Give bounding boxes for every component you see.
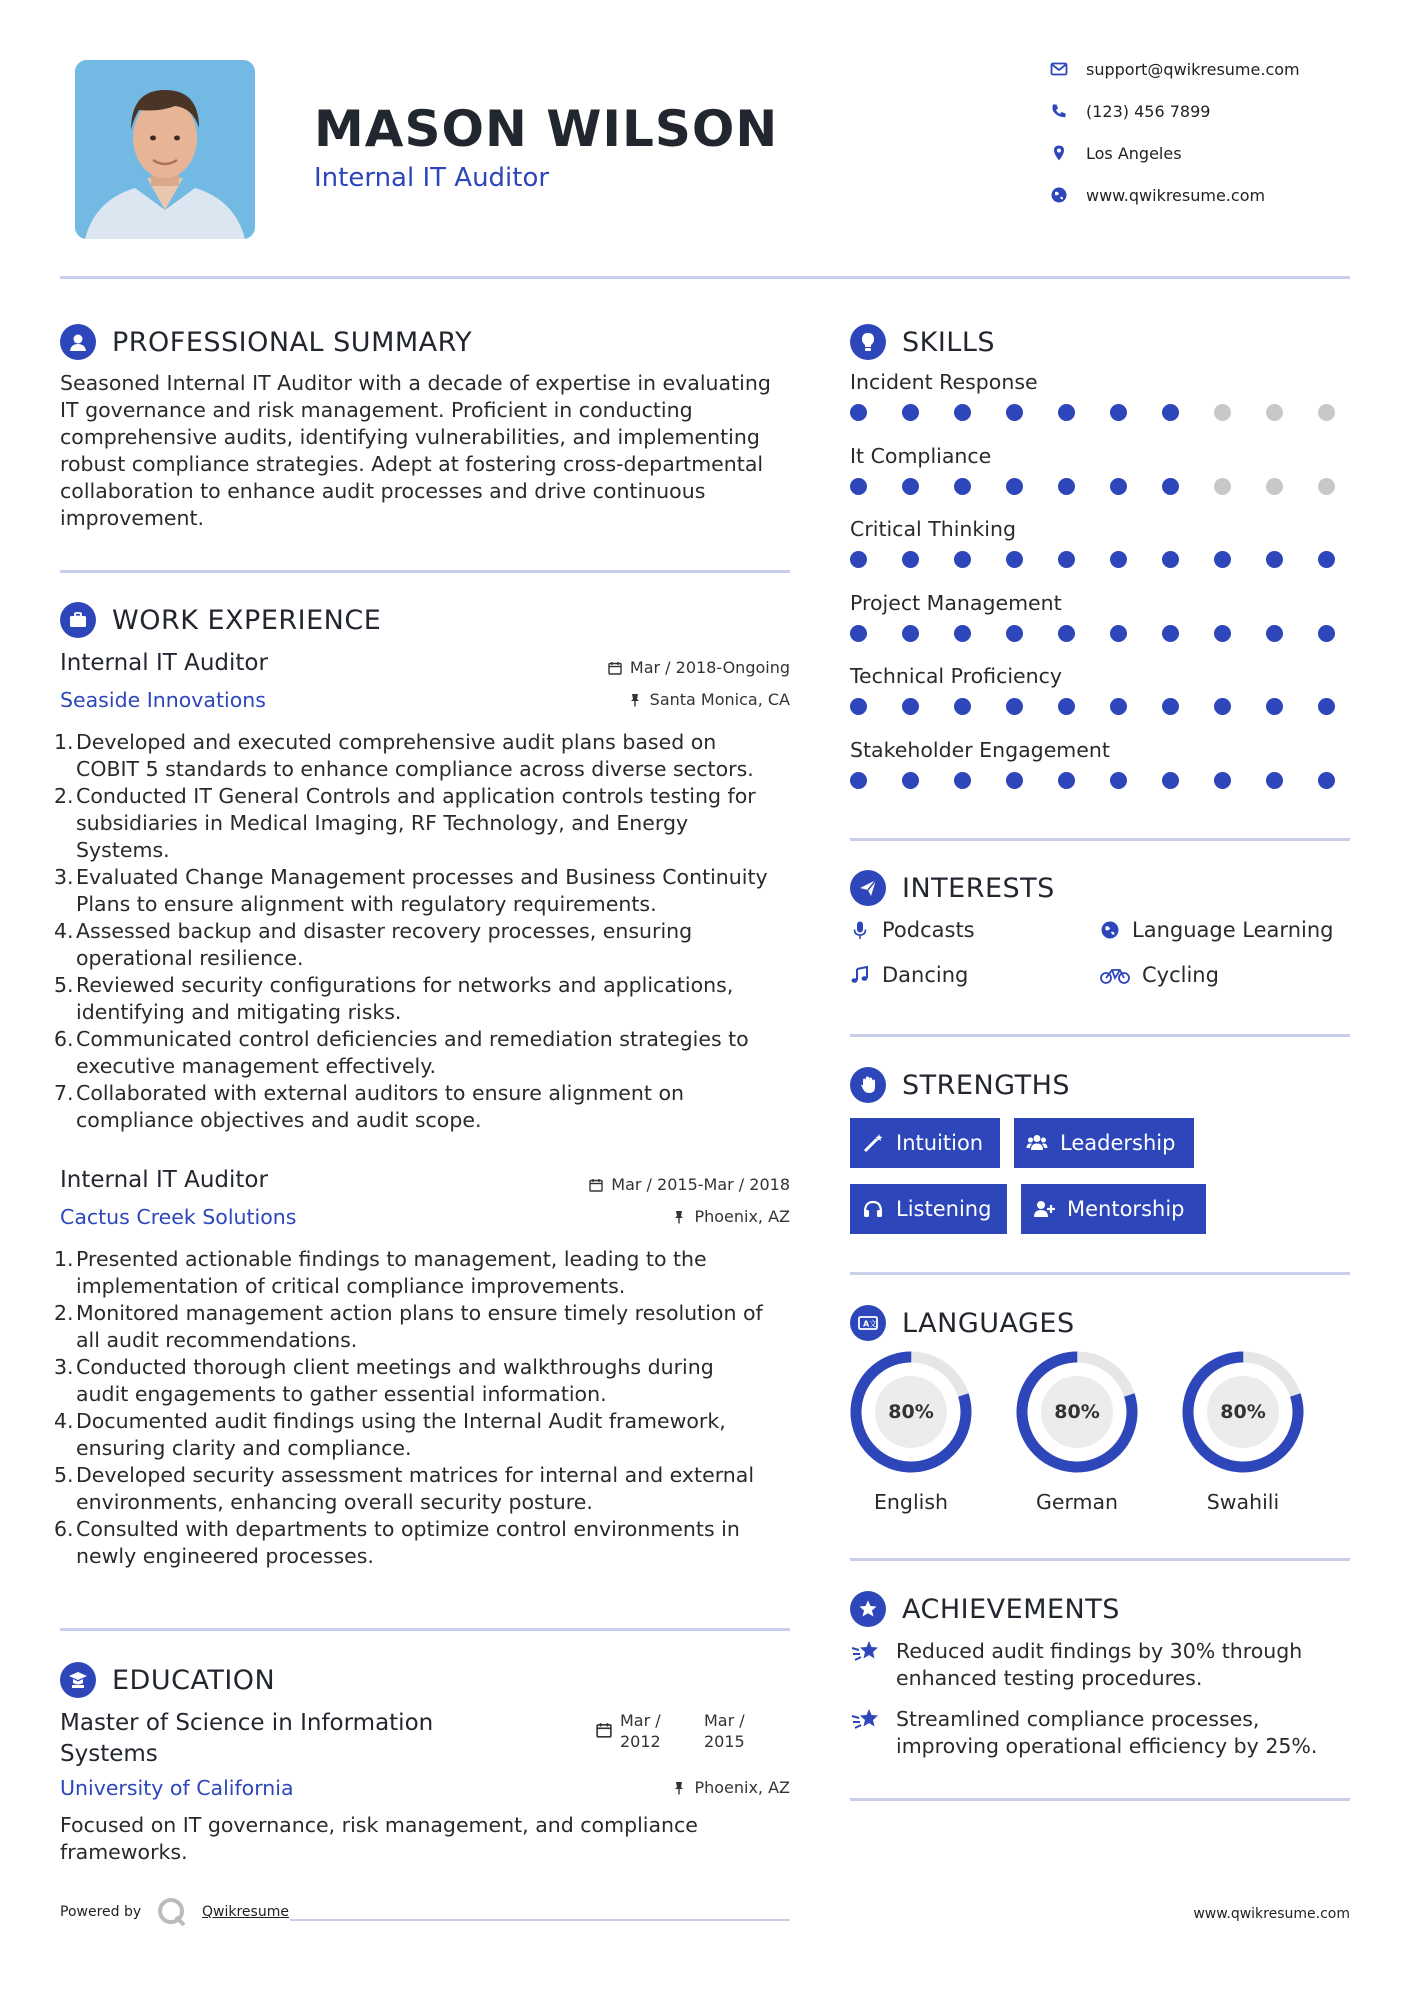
list-line: identifying and mitigating risks. [76, 1000, 402, 1024]
list-item [54, 729, 799, 783]
candidate-name: MASON WILSON [314, 100, 779, 158]
list-item [54, 972, 799, 1026]
list-line: implementation of critical compliance improvements. [76, 1274, 626, 1298]
skill-level-dots [850, 478, 1335, 495]
summary-line: improvement. [60, 506, 205, 530]
briefcase-icon [60, 602, 96, 638]
summary-title: PROFESSIONAL SUMMARY [112, 326, 473, 358]
interests-heading [850, 868, 1055, 908]
skill-dot-empty [1318, 478, 1335, 495]
list-number: 3. [54, 865, 74, 889]
candidate-title: Internal IT Auditor [314, 163, 550, 193]
skill-dot-filled [1006, 698, 1023, 715]
interest-language-learning [1100, 918, 1333, 942]
interest-label: Podcasts [882, 918, 975, 942]
languages-list [846, 1350, 1346, 1514]
svg-text:A: A [863, 1319, 870, 1329]
list-line: Monitored management action plans to ensure timely resolution of [76, 1301, 763, 1325]
skill-dot-filled [1214, 551, 1231, 568]
education-description [60, 1812, 790, 1866]
skill-dot-filled [1058, 404, 1075, 421]
user-circle-icon [60, 324, 96, 360]
language-percent: 80% [1220, 1401, 1266, 1423]
strength-leadership [1014, 1118, 1194, 1168]
list-line: Plans to ensure alignment with regulatory requirements. [76, 892, 657, 916]
strength-label: Leadership [1060, 1131, 1176, 1155]
skill-dot-filled [902, 772, 919, 789]
skill-level-dots [850, 698, 1335, 715]
interests-divider [850, 1034, 1350, 1037]
list-line: executive management effectively. [76, 1054, 436, 1078]
skill-dot-filled [850, 478, 867, 495]
list-number: 1. [54, 730, 74, 754]
skill-dot-filled [1162, 772, 1179, 789]
qwikresume-logo-icon [156, 1896, 188, 1928]
skill-dot-filled [1162, 478, 1179, 495]
interest-label: Language Learning [1132, 918, 1334, 942]
skill-dot-filled [1110, 478, 1127, 495]
skill-dot-filled [902, 404, 919, 421]
list-line: Documented audit findings using the Internal Audit framework, [76, 1409, 726, 1433]
skill-dot-filled [1006, 772, 1023, 789]
job-1-dates-text: Mar / 2018-Ongoing [629, 658, 790, 677]
skill-dot-filled [1110, 551, 1127, 568]
microphone-icon [850, 920, 870, 940]
list-number: 3. [54, 1355, 74, 1379]
job-2-company: Cactus Creek Solutions [60, 1205, 297, 1229]
strength-mentorship [1021, 1184, 1206, 1234]
skill-dot-filled [850, 551, 867, 568]
list-line: Evaluated Change Management processes and Business Continuity [76, 865, 768, 889]
interests-title: INTERESTS [902, 872, 1055, 904]
list-item [54, 1354, 799, 1408]
job-1-location [540, 690, 790, 709]
strength-label: Mentorship [1067, 1197, 1185, 1221]
skill-dot-filled [954, 478, 971, 495]
strength-label: Listening [896, 1197, 992, 1221]
skill-name: Stakeholder Engagement [850, 737, 1110, 762]
list-item [54, 1246, 799, 1300]
skill-dot-filled [1266, 551, 1283, 568]
list-line: subsidiaries in Medical Imaging, RF Technology, and Energy [76, 811, 689, 835]
pushpin-icon [628, 693, 642, 707]
list-number: 7. [54, 1081, 74, 1105]
list-item [54, 864, 799, 918]
job-2-dates [540, 1175, 790, 1194]
skill-dot-filled [1162, 625, 1179, 642]
job-2-location-text: Phoenix, AZ [694, 1207, 790, 1226]
list-line: audit engagements to gather essential information. [76, 1382, 607, 1406]
contact-phone[interactable] [1050, 99, 1210, 123]
list-item [54, 1462, 799, 1516]
work-title: WORK EXPERIENCE [112, 604, 382, 636]
language-ring [849, 1350, 973, 1474]
list-line: Communicated control deficiencies and remediation strategies to [76, 1027, 749, 1051]
job-1-title: Internal IT Auditor [60, 650, 268, 676]
education-end-year: 2015 [704, 1732, 745, 1751]
skill-dot-filled [1214, 625, 1231, 642]
skill-name: Project Management [850, 590, 1062, 615]
list-number: 6. [54, 1027, 74, 1051]
skill-dot-empty [1214, 404, 1231, 421]
skill-dot-filled [1110, 772, 1127, 789]
skill-dot-filled [1162, 404, 1179, 421]
calendar-icon [589, 1178, 603, 1192]
summary-divider [60, 570, 790, 573]
language-ring [1015, 1350, 1139, 1474]
summary-line: IT governance and risk management. Proficient in conducting [60, 398, 693, 422]
magic-wand-icon [862, 1132, 884, 1154]
qwikresume-link[interactable]: Qwikresume [202, 1904, 289, 1920]
skill-dot-filled [1214, 772, 1231, 789]
skill-row [850, 444, 1350, 518]
skill-dot-filled [1058, 625, 1075, 642]
skill-dot-empty [1266, 404, 1283, 421]
list-item [54, 783, 799, 864]
job-2-title: Internal IT Auditor [60, 1167, 268, 1193]
contact-location-text: Los Angeles [1086, 143, 1182, 163]
achievement-item [850, 1638, 1350, 1692]
language-icon [850, 1305, 886, 1341]
list-line: Systems. [76, 838, 170, 862]
skills-list [850, 370, 1350, 811]
list-line: operational resilience. [76, 946, 304, 970]
list-item [54, 1080, 799, 1134]
list-line: Presented actionable findings to management, leading to the [76, 1247, 707, 1271]
skill-row [850, 370, 1350, 444]
language-item [1178, 1350, 1308, 1514]
job-1-dates [540, 658, 790, 677]
contact-email[interactable] [1050, 57, 1300, 81]
envelope-icon [1050, 60, 1068, 78]
list-line: Consulted with departments to optimize control environments in [76, 1517, 740, 1541]
skill-dot-filled [902, 478, 919, 495]
bicycle-icon [1100, 965, 1130, 985]
education-degree-line: Systems [60, 1741, 158, 1767]
map-pin-icon [1050, 144, 1068, 162]
summary-line: robust compliance strategies. Adept at fostering cross-departmental [60, 452, 764, 476]
achievements-divider [850, 1798, 1350, 1801]
powered-by-label: Powered by [60, 1904, 142, 1920]
pushpin-icon [672, 1781, 686, 1795]
work-heading [60, 600, 381, 640]
skills-title: SKILLS [902, 326, 996, 358]
globe-icon [1050, 186, 1068, 204]
skill-dot-filled [1162, 698, 1179, 715]
skill-dot-empty [1214, 478, 1231, 495]
list-number: 2. [54, 784, 74, 808]
skill-dot-filled [1058, 698, 1075, 715]
skill-dot-filled [954, 551, 971, 568]
skill-level-dots [850, 625, 1335, 642]
achievement-line: improving operational efficiency by 25%. [896, 1734, 1318, 1758]
skill-dot-filled [1006, 625, 1023, 642]
skill-dot-empty [1266, 478, 1283, 495]
profile-photo [75, 60, 255, 239]
list-line: newly engineered processes. [76, 1544, 374, 1568]
language-name: English [873, 1490, 949, 1514]
interest-label: Dancing [882, 963, 969, 987]
education-title: EDUCATION [112, 1664, 276, 1696]
skills-divider [850, 838, 1350, 841]
strength-intuition [850, 1118, 1000, 1168]
contact-phone-text: (123) 456 7899 [1086, 101, 1211, 121]
education-start-month: Mar / [620, 1711, 661, 1730]
skill-name: It Compliance [850, 443, 992, 468]
skill-name: Critical Thinking [850, 517, 1016, 541]
list-line: Reviewed security configurations for networks and applications, [76, 973, 734, 997]
job-2-dates-text: Mar / 2015-Mar / 2018 [611, 1175, 790, 1194]
shooting-star-icon [850, 1638, 882, 1666]
language-name: German [1035, 1490, 1119, 1514]
users-icon [1026, 1132, 1048, 1154]
strength-label: Intuition [896, 1131, 984, 1155]
skill-dot-filled [850, 698, 867, 715]
language-percent: 80% [1054, 1401, 1100, 1423]
interest-label: Cycling [1142, 963, 1219, 987]
education-degree-line: Master of Science in Information [60, 1710, 434, 1736]
job-2-bullets [54, 1246, 799, 1570]
languages-heading [850, 1303, 1075, 1343]
skill-dot-filled [954, 772, 971, 789]
pushpin-icon [672, 1210, 686, 1224]
job-1-location-text: Santa Monica, CA [649, 690, 790, 709]
skill-dot-filled [1162, 551, 1179, 568]
list-line: Conducted IT General Controls and application controls testing for [76, 784, 756, 808]
skill-dot-filled [954, 404, 971, 421]
user-plus-icon [1033, 1198, 1055, 1220]
education-school: University of California [60, 1776, 294, 1800]
list-line: Assessed backup and disaster recovery processes, ensuring [76, 919, 693, 943]
skill-dot-filled [1318, 698, 1335, 715]
summary-line: Seasoned Internal IT Auditor with a decade of expertise in evaluating [60, 371, 771, 395]
education-description-line: Focused on IT governance, risk management, and compliance [60, 1813, 698, 1837]
list-line: environments, enhancing overall security posture. [76, 1490, 593, 1514]
list-line: compliance objectives and audit scope. [76, 1108, 482, 1132]
skill-dot-filled [902, 625, 919, 642]
shooting-star-icon [850, 1706, 882, 1734]
skill-dot-filled [1214, 698, 1231, 715]
skill-dot-filled [1058, 772, 1075, 789]
achievements-title: ACHIEVEMENTS [902, 1593, 1120, 1625]
list-item [54, 1026, 799, 1080]
achievements-heading [850, 1589, 1120, 1629]
skill-row [850, 738, 1350, 812]
skill-dot-filled [850, 625, 867, 642]
calendar-icon [596, 1722, 612, 1738]
languages-divider [850, 1558, 1350, 1561]
skill-dot-filled [1266, 698, 1283, 715]
skill-name: Technical Proficiency [850, 664, 1063, 688]
interest-dancing [850, 963, 968, 987]
list-line: Developed and executed comprehensive audit plans based on [76, 730, 717, 754]
skill-dot-filled [850, 404, 867, 421]
header-divider [60, 276, 1350, 279]
phone-icon [1050, 102, 1068, 120]
achievement-item [850, 1706, 1350, 1760]
lightbulb-icon [850, 324, 886, 360]
list-item [54, 1408, 799, 1462]
list-line: all audit recommendations. [76, 1328, 358, 1352]
skills-heading [850, 322, 995, 362]
language-item [846, 1350, 976, 1514]
list-line: Conducted thorough client meetings and walkthroughs during [76, 1355, 714, 1379]
list-item [54, 1516, 799, 1570]
strengths-heading [850, 1065, 1070, 1105]
summary-text [60, 370, 790, 532]
skill-dot-filled [1006, 478, 1023, 495]
language-name: Swahili [1206, 1490, 1280, 1514]
skill-dot-filled [1006, 551, 1023, 568]
achievement-line: Streamlined compliance processes, [896, 1707, 1260, 1731]
skill-dot-filled [850, 772, 867, 789]
job-2-location [540, 1207, 790, 1226]
skill-dot-filled [1266, 625, 1283, 642]
list-number: 2. [54, 1301, 74, 1325]
list-number: 5. [54, 1463, 74, 1487]
skill-dot-filled [1318, 772, 1335, 789]
interest-podcasts [850, 918, 975, 942]
music-note-icon [850, 965, 870, 985]
interest-cycling [1100, 963, 1219, 987]
education-location [540, 1778, 790, 1797]
skill-dot-filled [1110, 404, 1127, 421]
skill-dot-filled [1110, 698, 1127, 715]
graduate-icon [60, 1662, 96, 1698]
skill-level-dots [850, 772, 1335, 789]
globe-icon [1100, 920, 1120, 940]
list-line: COBIT 5 standards to enhance compliance across diverse sectors. [76, 757, 754, 781]
education-end [704, 1710, 745, 1752]
skill-dot-filled [1006, 404, 1023, 421]
contact-website-text: www.qwikresume.com [1086, 185, 1266, 205]
education-start-year: 2012 [620, 1732, 661, 1751]
list-line: ensuring clarity and compliance. [76, 1436, 412, 1460]
skill-dot-filled [1266, 772, 1283, 789]
language-item [1012, 1350, 1142, 1514]
skill-dot-filled [1058, 551, 1075, 568]
list-number: 1. [54, 1247, 74, 1271]
skill-row [850, 664, 1350, 738]
skill-name: Incident Response [850, 370, 1038, 394]
job-1-company: Seaside Innovations [60, 688, 266, 712]
education-end-month: Mar / [704, 1711, 745, 1730]
list-item [54, 1300, 799, 1354]
contact-website[interactable] [1050, 183, 1265, 207]
skill-row [850, 517, 1350, 591]
achievement-line: Reduced audit findings by 30% through [896, 1639, 1303, 1663]
calendar-icon [608, 661, 622, 675]
education-degree [60, 1708, 433, 1770]
list-line: Developed security assessment matrices for internal and external [76, 1463, 755, 1487]
skill-level-dots [850, 551, 1335, 568]
list-number: 4. [54, 1409, 74, 1433]
footer-url[interactable]: www.qwikresume.com [1193, 1906, 1350, 1922]
skill-level-dots [850, 404, 1335, 421]
education-heading [60, 1660, 275, 1700]
skill-dot-filled [902, 698, 919, 715]
list-line: Collaborated with external auditors to ensure alignment on [76, 1081, 684, 1105]
language-percent: 80% [888, 1401, 934, 1423]
star-badge-icon [850, 1591, 886, 1627]
skill-dot-filled [1318, 625, 1335, 642]
skill-row [850, 591, 1350, 665]
summary-line: comprehensive audits, identifying vulnerabilities, and implementing [60, 425, 760, 449]
skill-dot-filled [954, 698, 971, 715]
skill-dot-filled [902, 551, 919, 568]
strengths-title: STRENGTHS [902, 1069, 1071, 1101]
footer-divider [290, 1919, 790, 1921]
list-number: 4. [54, 919, 74, 943]
summary-heading [60, 322, 472, 362]
list-number: 5. [54, 973, 74, 997]
education-start [620, 1710, 661, 1752]
list-number: 6. [54, 1517, 74, 1541]
job-1-bullets [54, 729, 799, 1134]
svg-text:文: 文 [869, 1319, 877, 1329]
languages-title: LANGUAGES [902, 1307, 1075, 1339]
hand-icon [850, 1067, 886, 1103]
skill-dot-filled [1318, 551, 1335, 568]
skill-dot-filled [1058, 478, 1075, 495]
skill-dot-filled [954, 625, 971, 642]
strengths-divider [850, 1272, 1350, 1275]
strength-listening [850, 1184, 1007, 1234]
work-divider [60, 1628, 790, 1631]
education-location-text: Phoenix, AZ [694, 1778, 790, 1797]
skill-dot-filled [1110, 625, 1127, 642]
achievement-line: enhanced testing procedures. [896, 1666, 1203, 1690]
skill-dot-empty [1318, 404, 1335, 421]
list-item [54, 918, 799, 972]
summary-line: collaboration to enhance audit processes and drive continuous [60, 479, 706, 503]
education-description-line: frameworks. [60, 1840, 188, 1864]
contact-location [1050, 141, 1182, 165]
headphones-icon [862, 1198, 884, 1220]
paper-plane-icon [850, 870, 886, 906]
contact-email-text: support@qwikresume.com [1086, 59, 1300, 79]
language-ring [1181, 1350, 1305, 1474]
